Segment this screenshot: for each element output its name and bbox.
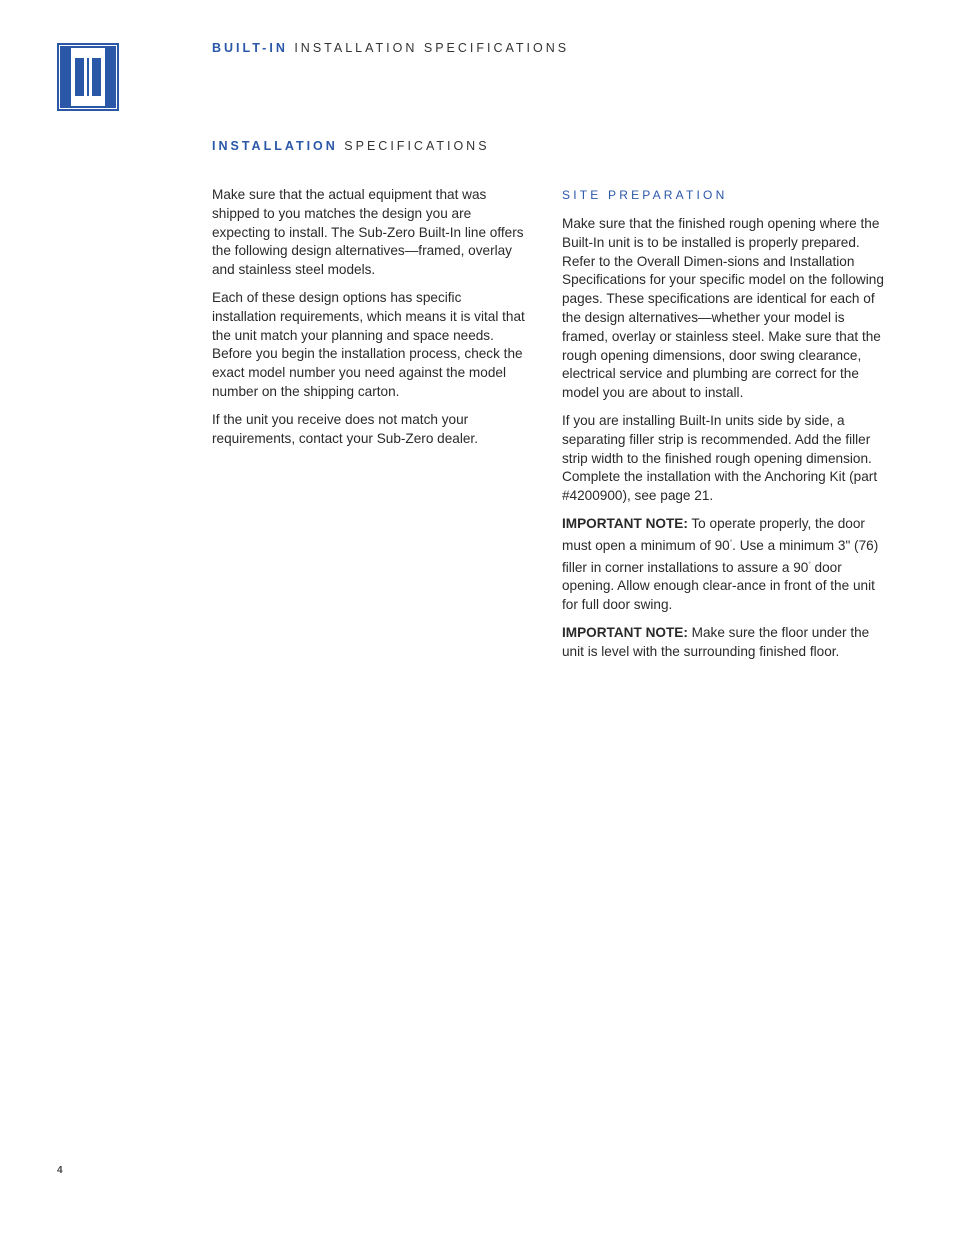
important-note [562, 624, 886, 662]
running-header [212, 41, 569, 55]
section-title [212, 139, 490, 153]
degree-symbol: ° [729, 539, 733, 546]
note-text: To operate properly, the door must open a minimum of 90 [562, 515, 865, 553]
built-in-logo-icon [57, 43, 119, 111]
body-paragraph: If the unit you receive does not match your requirements, contact your Sub-Zero dealer. [212, 411, 478, 446]
subsection-title: SITE PREPARATION [562, 188, 728, 202]
note-text: Make sure the floor under the unit is level with the surrounding finished floor. [562, 624, 870, 659]
page-number: 4 [57, 1165, 63, 1176]
degree-symbol: ° [808, 561, 811, 568]
note-label: IMPORTANT NOTE: [562, 624, 688, 640]
body-paragraph: Make sure that the actual equipment that was shipped to you matches the design you are expecting to install. The Sub-Zero Built-In line offers the following design alternatives—framed, overlay and stainless steel models. [212, 187, 524, 278]
important-note [562, 515, 886, 615]
right-column [562, 186, 886, 671]
section-title-accent: INSTALLATION [212, 139, 338, 153]
running-header-accent: BUILT-IN [212, 41, 288, 55]
note-label: IMPORTANT NOTE: [562, 515, 688, 531]
note-text: . Use a minimum 3" (76) filler in corner installations to assure a 90 [562, 537, 879, 575]
running-header-title: INSTALLATION SPECIFICATIONS [294, 41, 570, 55]
section-title-rest: SPECIFICATIONS [344, 139, 490, 153]
body-paragraph: Make sure that the finished rough opening where the Built-In unit is to be installed is properly prepared. Refer to the Overall Dimen-sions and Installation Specifications for your specific model on the following pages. These specifications are identical for each of the design alternatives—whether your model is framed, overlay or stainless steel. Make sure that the rough opening dimensions, door swing clearance, electrical service and plumbing are correct for the model you are about to install. [562, 216, 884, 401]
note-text: door opening. Allow enough clear-ance in front of the unit for full door swing. [562, 559, 875, 613]
body-paragraph: Each of these design options has specific installation requirements, which means it is vital that the unit match your planning and space needs. Before you begin the installation process, check the exact model number you need against the model number on the shipping carton. [212, 289, 525, 399]
left-column [212, 186, 528, 457]
body-paragraph: If you are installing Built-In units side by side, a separating filler strip is recommended. Add the filler strip width to the finished rough opening dimension. Complete the installation with the Anchoring Kit (part #4200900), see page 21. [562, 412, 878, 504]
